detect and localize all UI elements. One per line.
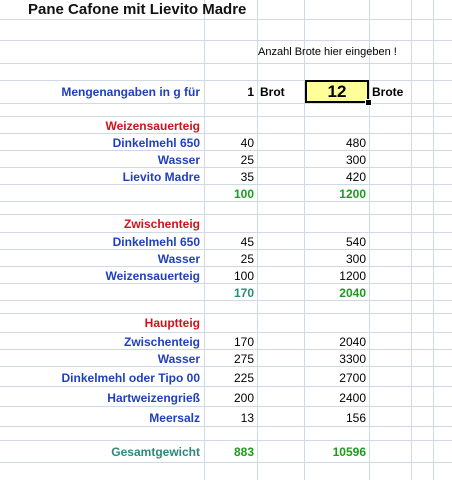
ingredient-label: Zwischenteig [123,335,200,349]
sum-single[interactable]: 100 [233,187,254,201]
quantity-header-label: Mengenangaben in g für [61,85,200,99]
total-weight-label: Gesamtgewicht [111,445,200,459]
ingredient-label: Wasser [157,153,200,167]
amount-total[interactable]: 2400 [339,391,366,405]
column-divider [411,0,412,480]
column-divider [369,0,370,480]
amount-total[interactable]: 420 [345,170,366,184]
loaves-unit: Brote [372,85,404,99]
amount-total[interactable]: 156 [345,411,366,425]
amount-single[interactable]: 25 [240,252,254,266]
sum-single[interactable]: 170 [233,286,254,300]
ingredient-label: Lievito Madre [122,170,200,184]
amount-single[interactable]: 13 [240,411,254,425]
sum-total[interactable]: 2040 [339,286,366,300]
amount-total[interactable]: 2040 [339,335,366,349]
ingredient-label: Weizensauerteig [105,269,200,283]
amount-single[interactable]: 35 [240,170,254,184]
amount-single[interactable]: 40 [240,136,254,150]
amount-total[interactable]: 3300 [339,352,366,366]
total-weight-all[interactable]: 10596 [332,445,366,459]
amount-single[interactable]: 200 [233,391,254,405]
amount-total[interactable]: 300 [345,153,366,167]
row-divider [0,63,452,64]
ingredient-label: Dinkelmehl 650 [112,136,200,150]
column-divider [433,0,434,480]
loaf-count-input[interactable]: 12 [305,80,369,103]
amount-single[interactable]: 170 [233,335,254,349]
amount-total[interactable]: 300 [345,252,366,266]
column-divider [257,0,258,480]
ingredient-label: Wasser [157,352,200,366]
fill-handle[interactable] [365,99,372,106]
amount-single[interactable]: 25 [240,153,254,167]
single-loaf-unit: Brot [260,85,285,99]
ingredient-label: Hartweizengrieß [107,391,200,405]
sheet-title: Pane Cafone mit Lievito Madre [28,1,247,18]
ingredient-label: Wasser [157,252,200,266]
section-title-weizensauerteig: Weizensauerteig [105,119,200,133]
section-title-zwischenteig: Zwischenteig [123,217,200,231]
ingredient-label: Meersalz [149,411,200,425]
amount-single[interactable]: 100 [233,269,254,283]
row-divider [0,103,452,104]
row-divider [0,40,452,41]
amount-total[interactable]: 2700 [339,371,366,385]
input-hint: Anzahl Brote hier eingeben ! [258,46,397,58]
amount-total[interactable]: 480 [345,136,366,150]
row-divider [0,462,452,463]
amount-single[interactable]: 225 [233,371,254,385]
sum-total[interactable]: 1200 [339,187,366,201]
ingredient-label: Dinkelmehl 650 [112,235,200,249]
section-title-hauptteig: Hauptteig [144,316,200,330]
amount-single[interactable]: 45 [240,235,254,249]
amount-single[interactable]: 275 [233,352,254,366]
total-weight-single[interactable]: 883 [233,445,254,459]
amount-total[interactable]: 540 [345,235,366,249]
ingredient-label: Dinkelmehl oder Tipo 00 [61,371,200,385]
row-divider [0,80,452,81]
single-loaf-count: 1 [247,85,254,99]
amount-total[interactable]: 1200 [339,269,366,283]
row-divider [0,440,452,441]
